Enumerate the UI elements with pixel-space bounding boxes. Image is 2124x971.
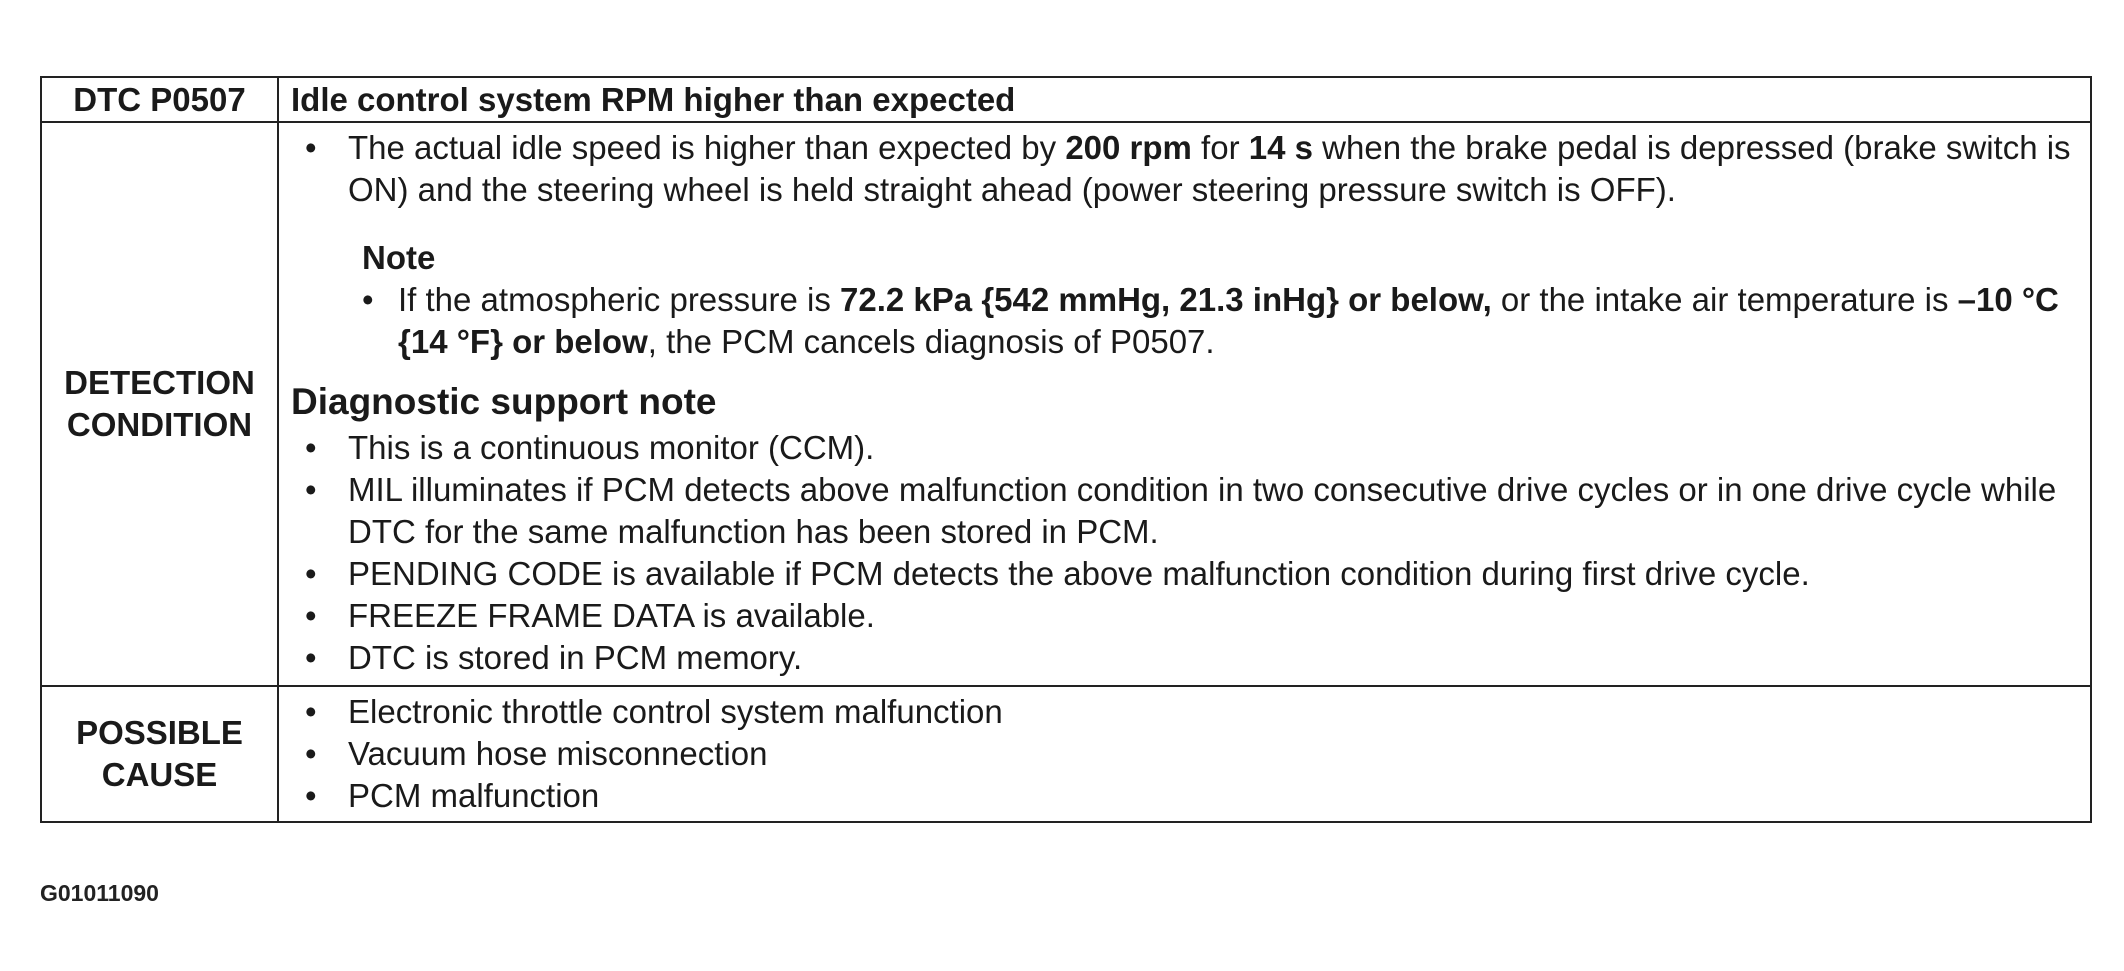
temperature-value: –10 °C {14 °F} or below (398, 281, 2059, 360)
detection-label-line2: CONDITION (66, 406, 253, 443)
detection-row (41, 122, 2091, 686)
figure-id: G01011090 (40, 880, 159, 906)
pressure-value: 72.2 kPa {542 mmHg, 21.3 inHg} or below, (840, 281, 1492, 318)
cause-content (278, 686, 2091, 822)
support-heading: Diagnostic support note (291, 381, 717, 422)
text-segment: or the intake air temperature is (1491, 281, 1958, 318)
dtc-code: DTC P0507 (41, 77, 278, 122)
text-segment: The actual idle speed is higher than expected by (348, 129, 1066, 166)
support-item: • FREEZE FRAME DATA is available. (291, 595, 2078, 637)
detection-label-line1: DETECTION (64, 364, 255, 401)
header-row (41, 77, 2091, 122)
cause-list (291, 691, 2078, 817)
cause-item: • Electronic throttle control system malfunction (291, 691, 2078, 733)
text-segment: If the atmospheric pressure is (398, 281, 841, 318)
cause-label (41, 686, 278, 822)
note-title: Note (362, 239, 436, 276)
text-segment: for (1191, 129, 1249, 166)
text-segment: when the brake pedal is depressed (brake switch is ON) and the steering wheel is held straight ahead (power steering pressure switch is OFF). (348, 129, 2071, 208)
cause-item: • PCM malfunction (291, 775, 2078, 817)
rpm-value: 200 rpm (1065, 129, 1192, 166)
detection-label (41, 122, 278, 686)
text-segment: , the PCM cancels diagnosis of P0507. (647, 323, 1215, 360)
cause-label-line1: POSSIBLE (76, 714, 243, 751)
dtc-title: Idle control system RPM higher than expected (278, 77, 2091, 122)
note-list (348, 279, 2078, 363)
support-list (291, 427, 2078, 679)
support-item: • DTC is stored in PCM memory. (291, 637, 2078, 679)
cause-row (41, 686, 2091, 822)
support-item: • MIL illuminates if PCM detects above malfunction condition in two consecutive drive cycles or in one drive cycle while DTC for the same malfunction has been stored in PCM. (291, 469, 2078, 553)
detection-main-item (291, 127, 2078, 211)
note-item (348, 279, 2078, 363)
note-block (291, 237, 2078, 363)
cause-label-line2: CAUSE (101, 756, 218, 793)
dtc-table (40, 76, 2092, 823)
detection-list (291, 127, 2078, 211)
support-item: • This is a continuous monitor (CCM). (291, 427, 2078, 469)
support-item: • PENDING CODE is available if PCM detects the above malfunction condition during first drive cycle. (291, 553, 2078, 595)
detection-content (278, 122, 2091, 686)
time-value: 14 s (1248, 129, 1313, 166)
cause-item: • Vacuum hose misconnection (291, 733, 2078, 775)
